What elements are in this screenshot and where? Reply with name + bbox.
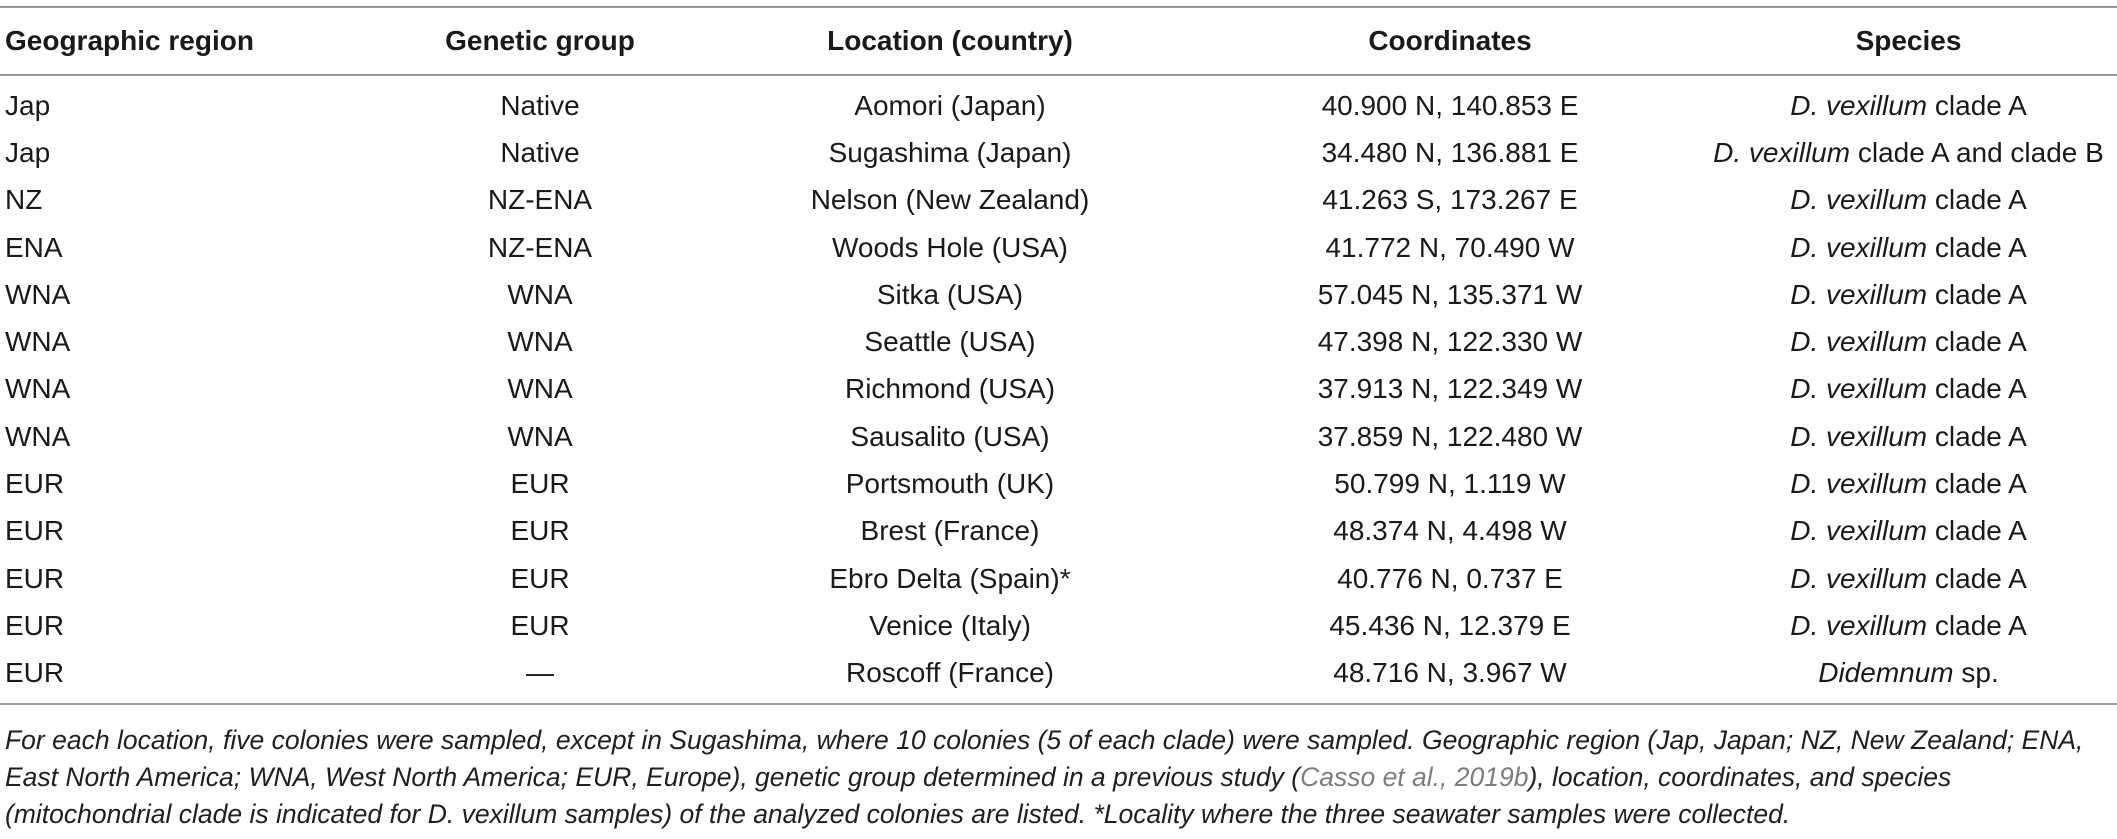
species-name: Didemnum [1818, 657, 1954, 689]
species-name: D. vexillum [1790, 89, 1928, 121]
species-detail: clade A [1927, 373, 2027, 405]
footnote-text-end: ), location, coordinates, and species (mitochondrial clade is indicated for D. vexillum samples) of the analyzed colonies are listed. *Locality where the three seawater samples were collected. [5, 762, 1952, 829]
cell-genetic-group: EUR [510, 515, 570, 547]
cell-location: Sitka (USA) [876, 278, 1024, 310]
cell-coordinates: 34.480 N, 136.881 E [1321, 136, 1579, 168]
species-name: D. vexillum [1790, 184, 1928, 216]
cell-geographic-region: EUR [5, 515, 65, 547]
cell-species [1700, 650, 2117, 704]
cell-coordinates: 48.374 N, 4.498 W [1333, 515, 1567, 547]
cell-coordinates: 41.772 N, 70.490 W [1325, 231, 1575, 263]
table-row [0, 129, 2117, 176]
table-row [0, 177, 2117, 224]
cell-species [1700, 318, 2117, 365]
species-detail: clade A [1927, 89, 2027, 121]
cell-geographic-region: Jap [5, 89, 51, 121]
cell-genetic-group: NZ-ENA [487, 231, 593, 263]
cell-location: Roscoff (France) [846, 657, 1054, 689]
footnote-text-start: For each location, five colonies were sampled, except in Sugashima, where 10 colonies (5 of each clade) were sampled. Geographic region (Jap, Japan; NZ, New Zealand; ENA, East North America; WNA, West North America; EUR, Europe), genetic group determined in a previous study ( [5, 725, 2084, 792]
species-detail: clade A [1927, 326, 2027, 358]
cell-geographic-region: EUR [5, 657, 65, 689]
species-detail: clade A [1927, 515, 2027, 547]
cell-species [1700, 413, 2117, 460]
table-body [0, 75, 2117, 704]
cell-coordinates: 37.859 N, 122.480 W [1317, 420, 1583, 452]
cell-geographic-region: Jap [5, 136, 51, 168]
cell-coordinates: 45.436 N, 12.379 E [1329, 609, 1571, 641]
species-name: D. vexillum [1790, 468, 1928, 500]
cell-coordinates: 57.045 N, 135.371 W [1317, 278, 1583, 310]
cell-species [1700, 555, 2117, 602]
cell-geographic-region: WNA [5, 420, 71, 452]
cell-genetic-group: WNA [507, 326, 573, 358]
cell-geographic-region: ENA [5, 231, 63, 263]
cell-species [1700, 271, 2117, 318]
species-detail: clade A [1927, 609, 2027, 641]
species-detail: clade A and clade B [1850, 136, 2104, 168]
species-name: D. vexillum [1790, 609, 1928, 641]
cell-coordinates: 48.716 N, 3.967 W [1333, 657, 1567, 689]
cell-geographic-region: WNA [5, 326, 71, 358]
cell-geographic-region: WNA [5, 373, 71, 405]
cell-location: Richmond (USA) [844, 373, 1056, 405]
cell-genetic-group: WNA [507, 420, 573, 452]
cell-location: Portsmouth (UK) [845, 468, 1055, 500]
cell-geographic-region: NZ [5, 184, 43, 216]
cell-species [1700, 508, 2117, 555]
table-row [0, 75, 2117, 129]
cell-species [1700, 602, 2117, 649]
table-row [0, 413, 2117, 460]
table-row [0, 460, 2117, 507]
citation-link[interactable]: Casso et al., 2019b [1300, 762, 1529, 792]
cell-genetic-group: EUR [510, 562, 570, 594]
cell-species [1700, 75, 2117, 129]
cell-location: Seattle (USA) [864, 326, 1036, 358]
cell-location: Nelson (New Zealand) [810, 184, 1090, 216]
cell-geographic-region: EUR [5, 562, 65, 594]
cell-genetic-group: NZ-ENA [487, 184, 593, 216]
cell-coordinates: 50.799 N, 1.119 W [1334, 468, 1566, 500]
species-detail: clade A [1927, 278, 2027, 310]
species-detail: sp. [1953, 657, 1999, 689]
species-detail: clade A [1927, 468, 2027, 500]
table-row [0, 224, 2117, 271]
cell-species [1700, 129, 2117, 176]
cell-genetic-group: — [526, 657, 554, 689]
cell-geographic-region: EUR [5, 609, 65, 641]
cell-species [1700, 460, 2117, 507]
table-row [0, 650, 2117, 704]
cell-coordinates: 41.263 S, 173.267 E [1322, 184, 1578, 216]
cell-geographic-region: WNA [5, 278, 71, 310]
cell-location: Sausalito (USA) [850, 420, 1050, 452]
table-row [0, 555, 2117, 602]
header-geographic-region: Geographic region [5, 25, 254, 56]
species-detail: clade A [1927, 562, 2027, 594]
cell-genetic-group: Native [500, 136, 580, 168]
cell-coordinates: 40.776 N, 0.737 E [1337, 562, 1563, 594]
species-name: D. vexillum [1790, 326, 1928, 358]
header-genetic-group: Genetic group [445, 25, 635, 56]
species-name: D. vexillum [1713, 136, 1851, 168]
species-name: D. vexillum [1790, 278, 1928, 310]
species-name: D. vexillum [1790, 373, 1928, 405]
cell-genetic-group: WNA [507, 278, 573, 310]
species-detail: clade A [1927, 231, 2027, 263]
species-name: D. vexillum [1790, 420, 1928, 452]
cell-coordinates: 47.398 N, 122.330 W [1317, 326, 1583, 358]
cell-species [1700, 177, 2117, 224]
species-detail: clade A [1927, 420, 2027, 452]
cell-location: Sugashima (Japan) [828, 136, 1072, 168]
cell-genetic-group: EUR [510, 609, 570, 641]
cell-location: Venice (Italy) [869, 609, 1031, 641]
species-name: D. vexillum [1790, 562, 1928, 594]
cell-species [1700, 224, 2117, 271]
data-table [0, 6, 2117, 705]
cell-location: Brest (France) [860, 515, 1040, 547]
table-row [0, 366, 2117, 413]
cell-species [1700, 366, 2117, 413]
header-coordinates: Coordinates [1368, 25, 1532, 56]
cell-genetic-group: WNA [507, 373, 573, 405]
species-name: D. vexillum [1790, 515, 1928, 547]
species-detail: clade A [1927, 184, 2027, 216]
cell-geographic-region: EUR [5, 468, 65, 500]
table-row [0, 271, 2117, 318]
table-footnote [5, 722, 2105, 833]
species-name: D. vexillum [1790, 231, 1928, 263]
table-row [0, 602, 2117, 649]
table-row [0, 318, 2117, 365]
cell-location: Ebro Delta (Spain)* [829, 562, 1071, 594]
cell-genetic-group: Native [500, 89, 580, 121]
cell-coordinates: 37.913 N, 122.349 W [1317, 373, 1583, 405]
cell-location: Aomori (Japan) [854, 89, 1046, 121]
cell-location: Woods Hole (USA) [831, 231, 1068, 263]
header-species: Species [1855, 25, 1962, 56]
cell-genetic-group: EUR [510, 468, 570, 500]
cell-coordinates: 40.900 N, 140.853 E [1321, 89, 1579, 121]
table-row [0, 508, 2117, 555]
table-header-row [0, 7, 2117, 75]
header-location: Location (country) [827, 25, 1073, 56]
